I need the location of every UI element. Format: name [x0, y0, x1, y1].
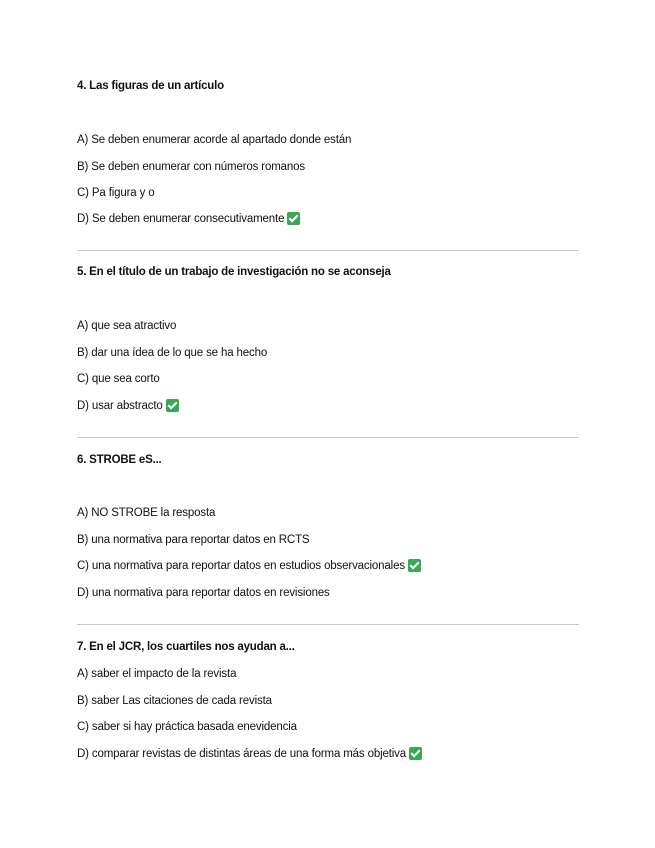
answer-option-d: D) comparar revistas de distintas áreas de una forma más objetiva — [77, 747, 422, 761]
answer-option-b: B) saber Las citaciones de cada revista — [77, 695, 272, 707]
question-5 — [77, 265, 579, 412]
divider — [77, 437, 579, 438]
question-title: 5. En el título de un trabajo de investigación no se aconseja — [77, 266, 391, 278]
question-7 — [77, 640, 579, 760]
answer-option-b: B) una normativa para reportar datos en RCTS — [77, 534, 310, 546]
question-title: 4. Las figuras de un artículo — [77, 80, 224, 92]
check-mark-icon — [408, 559, 421, 572]
answer-option-a: A) que sea atractivo — [77, 320, 177, 332]
check-mark-icon — [166, 399, 179, 412]
answer-option-b: B) Se deben enumerar con números romanos — [77, 161, 305, 173]
answer-option-d: D) Se deben enumerar consecutivamente — [77, 212, 300, 226]
answer-option-b: B) dar una ídea de lo que se ha hecho — [77, 347, 268, 359]
question-4 — [77, 79, 579, 225]
answer-option-c: C) saber si hay práctica basada enevidencia — [77, 721, 297, 733]
answer-option-a: A) NO STROBE la resposta — [77, 507, 216, 519]
answer-option-c: C) Pa figura y o — [77, 187, 155, 199]
answer-option-a: A) saber el impacto de la revista — [77, 668, 237, 680]
answer-option-c: C) que sea corto — [77, 373, 160, 385]
question-title: 7. En el JCR, los cuartiles nos ayudan a... — [77, 641, 295, 653]
check-mark-icon — [409, 747, 422, 760]
answer-option-c: C) una normativa para reportar datos en estudios observacionales — [77, 559, 421, 573]
answer-option-a: A) Se deben enumerar acorde al apartado donde están — [77, 134, 352, 146]
divider — [77, 250, 579, 251]
answer-option-d: D) usar abstracto — [77, 399, 179, 413]
answer-option-d: D) una normativa para reportar datos en revisiones — [77, 587, 330, 599]
check-mark-icon — [287, 212, 300, 225]
question-title: 6. STROBE eS... — [77, 454, 162, 466]
divider — [77, 624, 579, 625]
question-6 — [77, 453, 579, 599]
